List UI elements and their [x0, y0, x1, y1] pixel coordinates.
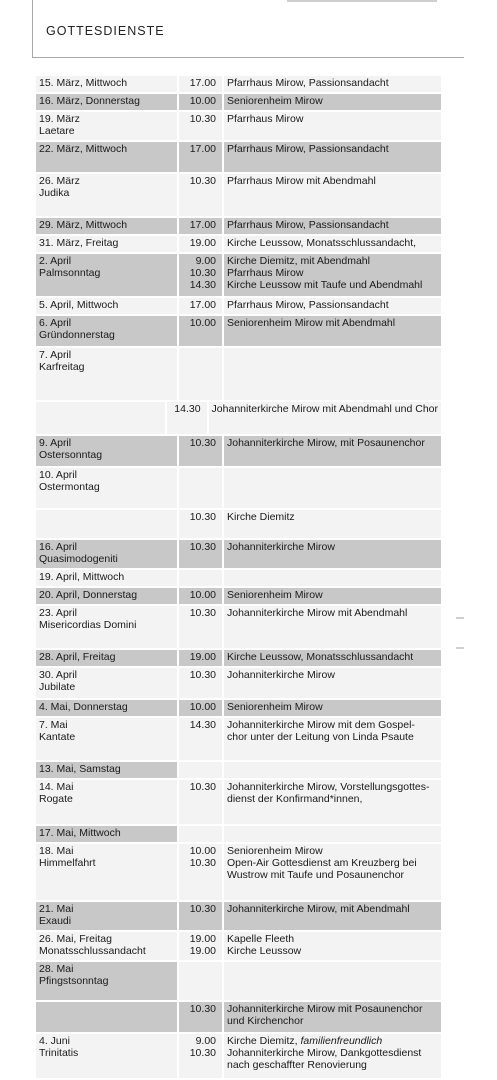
- service-place-line: Pfarrhaus Mirow: [227, 113, 304, 125]
- service-time-line: 10.30: [189, 511, 216, 523]
- service-row: [36, 668, 441, 698]
- service-date: [36, 1002, 177, 1032]
- service-time: [167, 402, 207, 434]
- service-time-line: 10.30: [189, 903, 216, 915]
- service-time-line: 19.00: [189, 933, 216, 945]
- service-place-line: Kirche Diemitz, mit Abendmahl: [227, 255, 370, 267]
- service-time: [179, 932, 222, 960]
- service-date-line: Himmelfahrt: [39, 857, 96, 869]
- service-place-line: Seniorenheim Mirow: [227, 701, 323, 713]
- service-place-line: nach geschaffter Renovierung: [227, 1059, 367, 1071]
- service-time: [179, 348, 222, 400]
- service-row: [36, 844, 441, 900]
- service-row: [36, 700, 441, 716]
- service-date: [36, 76, 177, 92]
- service-place: [224, 588, 441, 604]
- service-time-line: 10.00: [189, 845, 216, 857]
- service-place-line: Kirche Leussow, Monatsschlussandacht: [227, 651, 414, 663]
- service-time-line: 19.00: [189, 945, 216, 957]
- service-row: [36, 606, 441, 648]
- service-row: [36, 1034, 441, 1078]
- service-date-line: 5. April, Mittwoch: [39, 299, 119, 311]
- service-date: [36, 962, 177, 1000]
- service-date-line: 16. März, Donnerstag: [39, 95, 140, 107]
- service-date-line: Monatsschlussandacht: [39, 945, 146, 957]
- service-time: [179, 902, 222, 930]
- service-date: [36, 762, 177, 778]
- service-date: [36, 510, 177, 538]
- service-date: [36, 112, 177, 140]
- service-place-line: Wustrow mit Taufe und Posaunenchor: [227, 869, 405, 881]
- service-time-line: 14.30: [189, 279, 216, 291]
- service-place: [224, 254, 441, 296]
- service-date: [36, 254, 177, 296]
- service-time: [179, 700, 222, 716]
- service-schedule-table: [36, 76, 441, 1080]
- service-place-line: Pfarrhaus Mirow, Passionsandacht: [227, 77, 389, 89]
- service-time: [179, 540, 222, 568]
- service-date: [36, 174, 177, 216]
- service-time-line: 10.30: [189, 437, 216, 449]
- service-time: [179, 718, 222, 760]
- service-date: [36, 826, 177, 842]
- service-place-line: Pfarrhaus Mirow mit Abendmahl: [227, 175, 376, 187]
- service-row: [36, 316, 441, 346]
- service-time-line: 17.00: [189, 77, 216, 89]
- service-time: [179, 510, 222, 538]
- service-place: [224, 112, 441, 140]
- service-row: [36, 1002, 441, 1032]
- service-place: [224, 540, 441, 568]
- service-time: [179, 254, 222, 296]
- service-date-line: Quasimodogeniti: [39, 553, 118, 565]
- service-place-line: Kirche Leussow mit Taufe und Abendmahl: [227, 279, 423, 291]
- service-date: [36, 468, 177, 508]
- service-time-line: 19.00: [189, 237, 216, 249]
- service-place-line: Seniorenheim Mirow mit Abendmahl: [227, 317, 396, 329]
- service-row: [36, 142, 441, 172]
- service-date-line: 14. Mai: [39, 781, 74, 793]
- service-place: [224, 94, 441, 110]
- service-row: [36, 218, 441, 234]
- service-row: [36, 932, 441, 960]
- service-place-line: Johanniterkirche Mirow mit Posaunenchor: [227, 1003, 423, 1015]
- service-date-line: Laetare: [39, 125, 75, 137]
- service-date-line: Kantate: [39, 731, 76, 743]
- service-time: [179, 218, 222, 234]
- section-title: GOTTESDIENSTE: [46, 24, 165, 38]
- service-row: [36, 76, 441, 92]
- service-date-line: Ostersonntag: [39, 449, 103, 461]
- service-row: [36, 436, 441, 466]
- service-date-line: Judika: [39, 187, 70, 199]
- service-time: [179, 844, 222, 900]
- service-row: [36, 348, 441, 400]
- service-place: [224, 606, 441, 648]
- service-time-line: 10.30: [189, 113, 216, 125]
- service-place: [224, 570, 441, 586]
- service-place: [209, 402, 441, 434]
- service-place: [224, 1002, 441, 1032]
- service-date-line: Jubilate: [39, 681, 76, 693]
- service-date-line: 29. März, Mittwoch: [39, 219, 128, 231]
- service-place-line: chor unter der Leitung von Linda Psaute: [227, 731, 414, 743]
- service-place-line: Johanniterkirche Mirow: [227, 541, 335, 553]
- service-time-line: 17.00: [189, 219, 216, 231]
- service-time: [179, 570, 222, 586]
- service-place-line: Pfarrhaus Mirow, Passionsandacht: [227, 299, 389, 311]
- service-time-line: 9.00: [195, 255, 216, 267]
- service-date: [36, 218, 177, 234]
- service-time: [179, 588, 222, 604]
- service-date-line: 31. März, Freitag: [39, 237, 119, 249]
- service-row: [36, 588, 441, 604]
- service-time-line: 10.00: [189, 701, 216, 713]
- service-date-line: 10. April: [39, 469, 77, 481]
- service-row: [36, 718, 441, 760]
- service-time: [179, 762, 222, 778]
- service-time-line: 10.30: [189, 1047, 216, 1059]
- service-date: [36, 650, 177, 666]
- service-time: [179, 650, 222, 666]
- service-place-line: Seniorenheim Mirow: [227, 845, 323, 857]
- service-time: [179, 142, 222, 172]
- service-place-line: Kirche Leussow, Monatsschlussandacht,: [227, 237, 417, 249]
- service-place: [224, 1034, 441, 1078]
- service-time: [179, 112, 222, 140]
- service-time-line: 10.30: [189, 607, 216, 619]
- service-time-line: 10.30: [189, 781, 216, 793]
- service-date: [36, 570, 177, 586]
- service-time-line: 10.30: [189, 1003, 216, 1015]
- service-time: [179, 174, 222, 216]
- service-place-line: Johanniterkirche Mirow, mit Posaunenchor: [227, 437, 425, 449]
- service-date-line: Gründonnerstag: [39, 329, 115, 341]
- service-place: [224, 298, 441, 314]
- service-date-line: 7. April: [39, 349, 72, 361]
- service-date: [36, 844, 177, 900]
- service-place-line: Seniorenheim Mirow: [227, 95, 323, 107]
- service-date: [36, 298, 177, 314]
- service-time: [179, 436, 222, 466]
- service-time-line: 10.30: [189, 669, 216, 681]
- service-place-line: Kirche Diemitz: [227, 511, 295, 523]
- service-date: [36, 902, 177, 930]
- service-date: [36, 540, 177, 568]
- service-date: [36, 932, 177, 960]
- service-time: [179, 668, 222, 698]
- service-row: [36, 112, 441, 140]
- service-date-line: 15. März, Mittwoch: [39, 77, 128, 89]
- service-time: [179, 962, 222, 1000]
- service-place-line: Johanniterkirche Mirow, Dankgottesdienst: [227, 1047, 422, 1059]
- service-time-line: 10.00: [189, 589, 216, 601]
- service-row: [36, 94, 441, 110]
- service-date-line: Rogate: [39, 793, 73, 805]
- service-place: [224, 844, 441, 900]
- service-place-line: und Kirchenchor: [227, 1015, 304, 1027]
- service-date-line: Ostermontag: [39, 481, 100, 493]
- service-place-line: Johanniterkirche Mirow, mit Abendmahl: [227, 903, 410, 915]
- service-place-line: Johanniterkirche Mirow mit Abendmahl: [227, 607, 408, 619]
- service-place: [224, 932, 441, 960]
- service-date-line: 28. Mai: [39, 963, 74, 975]
- service-date: [36, 1034, 177, 1078]
- service-date-line: Exaudi: [39, 915, 72, 927]
- service-date-line: 17. Mai, Mittwoch: [39, 827, 121, 839]
- service-row: [36, 298, 441, 314]
- service-place-line: Johanniterkirche Mirow: [227, 669, 335, 681]
- service-place: [224, 218, 441, 234]
- service-place: [224, 762, 441, 778]
- service-place-line: Open-Air Gottesdienst am Kreuzberg bei: [227, 857, 417, 869]
- service-place: [224, 826, 441, 842]
- service-place: [224, 780, 441, 824]
- service-date-line: 26. Mai, Freitag: [39, 933, 112, 945]
- service-row: [36, 402, 441, 434]
- service-date-line: Karfreitag: [39, 361, 85, 373]
- service-date: [36, 718, 177, 760]
- service-place: [224, 142, 441, 172]
- service-date-line: 30. April: [39, 669, 77, 681]
- service-place-line: Pfarrhaus Mirow, Passionsandacht: [227, 143, 389, 155]
- service-time: [179, 76, 222, 92]
- service-place: [224, 174, 441, 216]
- service-row: [36, 902, 441, 930]
- service-date-line: Pfingstsonntag: [39, 975, 109, 987]
- service-place: [224, 700, 441, 716]
- service-time-line: 10.00: [189, 317, 216, 329]
- service-time: [179, 316, 222, 346]
- service-time: [179, 1002, 222, 1032]
- service-date-line: 6. April: [39, 317, 72, 329]
- service-place: [224, 348, 441, 400]
- service-place: [224, 236, 441, 252]
- service-date: [36, 142, 177, 172]
- service-date-line: 9. April: [39, 437, 72, 449]
- service-row: [36, 236, 441, 252]
- service-place: [224, 650, 441, 666]
- service-time-line: 14.30: [189, 719, 216, 731]
- service-place: [224, 962, 441, 1000]
- service-time-line: 19.00: [189, 651, 216, 663]
- service-date: [36, 436, 177, 466]
- service-place-line: Pfarrhaus Mirow: [227, 267, 304, 279]
- service-row: [36, 510, 441, 538]
- service-date: [36, 700, 177, 716]
- service-date-line: 19. März: [39, 113, 80, 125]
- service-date-line: 4. Mai, Donnerstag: [39, 701, 128, 713]
- service-date-line: 13. Mai, Samstag: [39, 763, 121, 775]
- service-row: [36, 468, 441, 508]
- service-date-line: Trinitatis: [39, 1047, 79, 1059]
- service-date-line: 2. April: [39, 255, 72, 267]
- service-date-line: Misericordias Domini: [39, 619, 137, 631]
- service-place: [224, 718, 441, 760]
- service-date: [36, 348, 177, 400]
- service-time: [179, 468, 222, 508]
- service-place: [224, 436, 441, 466]
- service-place: [224, 668, 441, 698]
- service-time-line: 10.30: [189, 175, 216, 187]
- service-time: [179, 780, 222, 824]
- service-row: [36, 762, 441, 778]
- service-row: [36, 570, 441, 586]
- service-time: [179, 236, 222, 252]
- service-place: [224, 316, 441, 346]
- service-place-line: Kapelle Fleeth: [227, 933, 295, 945]
- service-date-line: 21. Mai: [39, 903, 74, 915]
- service-time-line: 17.00: [189, 143, 216, 155]
- service-date-line: Palmsonntag: [39, 267, 101, 279]
- service-date-line: 28. April, Freitag: [39, 651, 116, 663]
- service-place: [224, 510, 441, 538]
- service-date: [36, 588, 177, 604]
- service-place: [224, 76, 441, 92]
- service-place-line: Kirche Diemitz, familienfreundlich: [227, 1035, 383, 1047]
- service-date-line: 18. Mai: [39, 845, 74, 857]
- service-date-line: 23. April: [39, 607, 77, 619]
- service-time: [179, 298, 222, 314]
- service-date: [36, 402, 165, 434]
- service-time-line: 14.30: [174, 403, 201, 415]
- service-date: [36, 606, 177, 648]
- service-place: [224, 468, 441, 508]
- service-row: [36, 826, 441, 842]
- service-place-line: dienst der Konfirmand*innen,: [227, 793, 363, 805]
- service-place-line: Kirche Leussow: [227, 945, 302, 957]
- service-time-line: 17.00: [189, 299, 216, 311]
- service-date: [36, 780, 177, 824]
- service-row: [36, 174, 441, 216]
- service-place-line: Pfarrhaus Mirow, Passionsandacht: [227, 219, 389, 231]
- service-place-line: Johanniterkirche Mirow mit Abendmahl und Chor: [211, 403, 438, 415]
- service-row: [36, 540, 441, 568]
- service-date-line: 19. April, Mittwoch: [39, 571, 125, 583]
- service-date: [36, 94, 177, 110]
- service-date-line: 26. März: [39, 175, 80, 187]
- service-row: [36, 650, 441, 666]
- service-time: [179, 1034, 222, 1078]
- service-date-line: 20. April, Donnerstag: [39, 589, 138, 601]
- service-time-line: 10.30: [189, 857, 216, 869]
- service-date-line: 16. April: [39, 541, 77, 553]
- service-time: [179, 826, 222, 842]
- service-place-line: Johanniterkirche Mirow, Vorstellungsgottes-: [227, 781, 430, 793]
- service-time: [179, 606, 222, 648]
- service-row: [36, 780, 441, 824]
- service-date-line: 4. Juni: [39, 1035, 70, 1047]
- margin-mark: [456, 617, 464, 619]
- service-place: [224, 902, 441, 930]
- service-place-line: Seniorenheim Mirow: [227, 589, 323, 601]
- service-date: [36, 316, 177, 346]
- service-date: [36, 236, 177, 252]
- service-time-line: 10.00: [189, 95, 216, 107]
- service-time: [179, 94, 222, 110]
- margin-mark: [456, 647, 464, 649]
- service-date: [36, 668, 177, 698]
- service-date-line: 22. März, Mittwoch: [39, 143, 128, 155]
- service-place-line: Johanniterkirche Mirow mit dem Gospel-: [227, 719, 415, 731]
- service-time-line: 10.30: [189, 267, 216, 279]
- service-row: [36, 962, 441, 1000]
- service-row: [36, 254, 441, 296]
- service-date-line: 7. Mai: [39, 719, 68, 731]
- service-time-line: 9.00: [195, 1035, 216, 1047]
- service-time-line: 10.30: [189, 541, 216, 553]
